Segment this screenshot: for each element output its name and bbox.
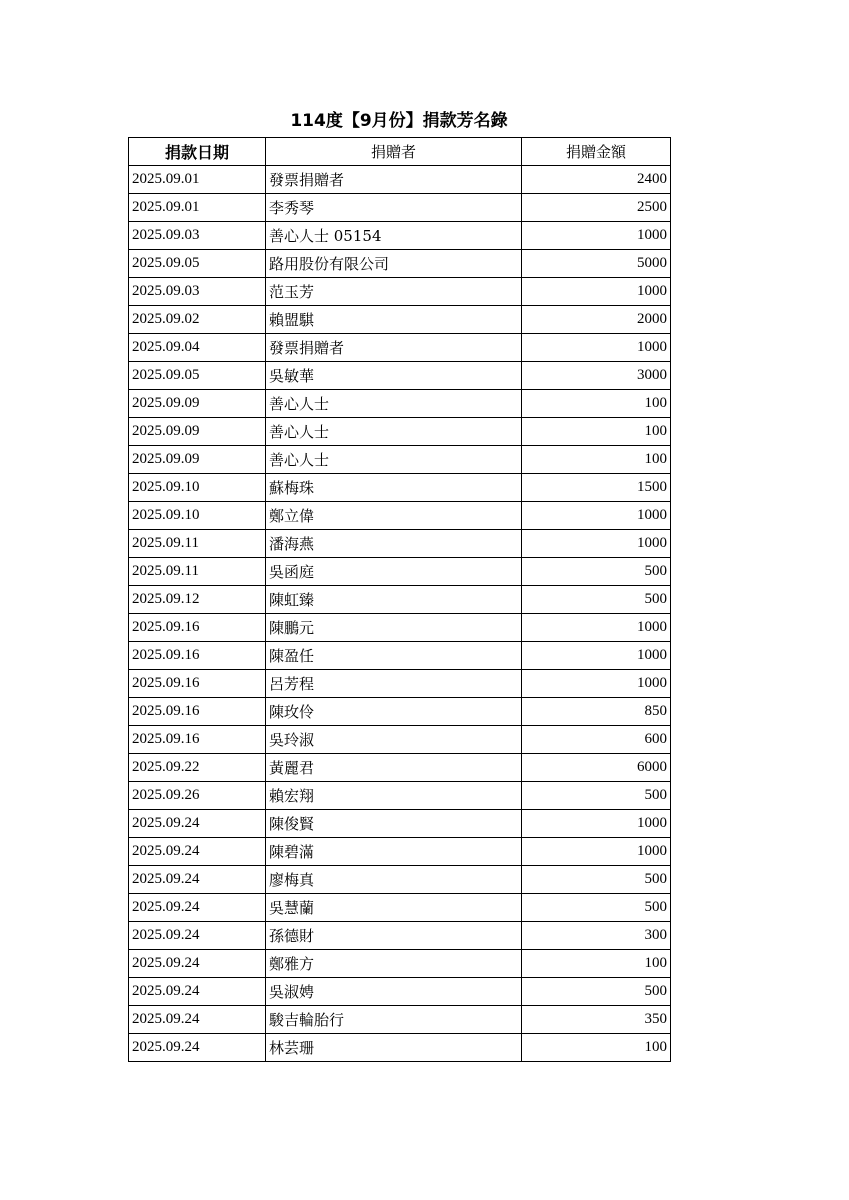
column-header-amount: 捐贈金額 xyxy=(522,138,671,166)
table-header xyxy=(129,138,671,166)
date-cell: 2025.09.24 xyxy=(129,838,266,866)
date-cell: 2025.09.09 xyxy=(129,418,266,446)
date-cell: 2025.09.24 xyxy=(129,978,266,1006)
date-cell: 2025.09.16 xyxy=(129,726,266,754)
donor-cell: 李秀琴 xyxy=(266,194,522,222)
amount-cell: 1000 xyxy=(522,838,671,866)
date-cell: 2025.09.05 xyxy=(129,250,266,278)
donor-cell: 吳函庭 xyxy=(266,558,522,586)
donor-cell: 發票捐贈者 xyxy=(266,166,522,194)
table-row xyxy=(129,166,671,194)
date-cell: 2025.09.16 xyxy=(129,698,266,726)
table-row xyxy=(129,1006,671,1034)
amount-cell: 500 xyxy=(522,894,671,922)
amount-cell: 100 xyxy=(522,446,671,474)
date-cell: 2025.09.26 xyxy=(129,782,266,810)
header-row xyxy=(129,138,671,166)
date-cell: 2025.09.01 xyxy=(129,194,266,222)
amount-cell: 300 xyxy=(522,922,671,950)
amount-cell: 5000 xyxy=(522,250,671,278)
donor-cell: 范玉芳 xyxy=(266,278,522,306)
date-cell: 2025.09.24 xyxy=(129,922,266,950)
amount-cell: 100 xyxy=(522,950,671,978)
amount-cell: 100 xyxy=(522,390,671,418)
donor-cell: 林芸珊 xyxy=(266,1034,522,1062)
table-row xyxy=(129,502,671,530)
amount-cell: 1000 xyxy=(522,810,671,838)
donor-cell: 陳俊賢 xyxy=(266,810,522,838)
donor-cell: 陳鵬元 xyxy=(266,614,522,642)
donor-cell: 善心人士 05154 xyxy=(266,222,522,250)
donor-cell: 鄭立偉 xyxy=(266,502,522,530)
donor-cell: 吳敏華 xyxy=(266,362,522,390)
donor-cell: 廖梅真 xyxy=(266,866,522,894)
date-cell: 2025.09.09 xyxy=(129,446,266,474)
date-cell: 2025.09.24 xyxy=(129,810,266,838)
amount-cell: 1000 xyxy=(522,334,671,362)
amount-cell: 1000 xyxy=(522,530,671,558)
date-cell: 2025.09.05 xyxy=(129,362,266,390)
amount-cell: 500 xyxy=(522,586,671,614)
amount-cell: 1500 xyxy=(522,474,671,502)
amount-cell: 500 xyxy=(522,978,671,1006)
table-row xyxy=(129,418,671,446)
amount-cell: 1000 xyxy=(522,222,671,250)
column-header-date: 捐款日期 xyxy=(129,138,266,166)
amount-cell: 2400 xyxy=(522,166,671,194)
table-row xyxy=(129,278,671,306)
date-cell: 2025.09.04 xyxy=(129,334,266,362)
table-row xyxy=(129,558,671,586)
donor-cell: 陳盈任 xyxy=(266,642,522,670)
amount-cell: 350 xyxy=(522,1006,671,1034)
date-cell: 2025.09.11 xyxy=(129,530,266,558)
amount-cell: 1000 xyxy=(522,670,671,698)
donor-cell: 賴宏翔 xyxy=(266,782,522,810)
date-cell: 2025.09.22 xyxy=(129,754,266,782)
donor-cell: 陳虹臻 xyxy=(266,586,522,614)
table-row xyxy=(129,978,671,1006)
table-row xyxy=(129,866,671,894)
date-cell: 2025.09.16 xyxy=(129,642,266,670)
table-row xyxy=(129,614,671,642)
donor-cell: 駿吉輪胎行 xyxy=(266,1006,522,1034)
table-row xyxy=(129,698,671,726)
donor-cell: 賴盟騏 xyxy=(266,306,522,334)
table-row xyxy=(129,642,671,670)
amount-cell: 500 xyxy=(522,558,671,586)
donor-cell: 善心人士 xyxy=(266,418,522,446)
donor-cell: 潘海燕 xyxy=(266,530,522,558)
donation-table xyxy=(128,137,671,1062)
table-row xyxy=(129,334,671,362)
amount-cell: 1000 xyxy=(522,642,671,670)
table-row xyxy=(129,586,671,614)
amount-cell: 500 xyxy=(522,782,671,810)
date-cell: 2025.09.12 xyxy=(129,586,266,614)
table-row xyxy=(129,894,671,922)
date-cell: 2025.09.03 xyxy=(129,222,266,250)
date-cell: 2025.09.09 xyxy=(129,390,266,418)
table-row xyxy=(129,782,671,810)
donor-cell: 吳慧蘭 xyxy=(266,894,522,922)
donor-cell: 陳碧滿 xyxy=(266,838,522,866)
date-cell: 2025.09.24 xyxy=(129,1034,266,1062)
amount-cell: 1000 xyxy=(522,278,671,306)
table-row xyxy=(129,474,671,502)
donor-cell: 發票捐贈者 xyxy=(266,334,522,362)
donor-cell: 路用股份有限公司 xyxy=(266,250,522,278)
amount-cell: 1000 xyxy=(522,614,671,642)
table-row xyxy=(129,250,671,278)
table-row xyxy=(129,1034,671,1062)
amount-cell: 1000 xyxy=(522,502,671,530)
amount-cell: 6000 xyxy=(522,754,671,782)
amount-cell: 850 xyxy=(522,698,671,726)
table-body xyxy=(129,166,671,1062)
table-row xyxy=(129,922,671,950)
table-row xyxy=(129,362,671,390)
table-row xyxy=(129,726,671,754)
document-title: 114度【9月份】捐款芳名錄 xyxy=(290,111,508,131)
table-row xyxy=(129,670,671,698)
donor-cell: 吳淑娉 xyxy=(266,978,522,1006)
table-row xyxy=(129,222,671,250)
date-cell: 2025.09.11 xyxy=(129,558,266,586)
donor-cell: 吳玲淑 xyxy=(266,726,522,754)
table-row xyxy=(129,446,671,474)
table-row xyxy=(129,530,671,558)
donor-cell: 陳玫伶 xyxy=(266,698,522,726)
date-cell: 2025.09.01 xyxy=(129,166,266,194)
amount-cell: 600 xyxy=(522,726,671,754)
date-cell: 2025.09.02 xyxy=(129,306,266,334)
donor-cell: 呂芳程 xyxy=(266,670,522,698)
date-cell: 2025.09.10 xyxy=(129,474,266,502)
amount-cell: 100 xyxy=(522,1034,671,1062)
amount-cell: 500 xyxy=(522,866,671,894)
table-row xyxy=(129,194,671,222)
donor-cell: 黃麗君 xyxy=(266,754,522,782)
table-row xyxy=(129,390,671,418)
table-row xyxy=(129,810,671,838)
donor-cell: 鄭雅方 xyxy=(266,950,522,978)
date-cell: 2025.09.24 xyxy=(129,866,266,894)
donor-cell: 孫德財 xyxy=(266,922,522,950)
date-cell: 2025.09.16 xyxy=(129,670,266,698)
donor-cell: 善心人士 xyxy=(266,390,522,418)
amount-cell: 100 xyxy=(522,418,671,446)
donor-cell: 善心人士 xyxy=(266,446,522,474)
date-cell: 2025.09.03 xyxy=(129,278,266,306)
date-cell: 2025.09.16 xyxy=(129,614,266,642)
column-header-donor: 捐贈者 xyxy=(266,138,522,166)
table-row xyxy=(129,838,671,866)
date-cell: 2025.09.10 xyxy=(129,502,266,530)
table-row xyxy=(129,950,671,978)
amount-cell: 2500 xyxy=(522,194,671,222)
amount-cell: 3000 xyxy=(522,362,671,390)
date-cell: 2025.09.24 xyxy=(129,1006,266,1034)
table-row xyxy=(129,754,671,782)
date-cell: 2025.09.24 xyxy=(129,894,266,922)
donor-cell: 蘇梅珠 xyxy=(266,474,522,502)
date-cell: 2025.09.24 xyxy=(129,950,266,978)
amount-cell: 2000 xyxy=(522,306,671,334)
table-row xyxy=(129,306,671,334)
